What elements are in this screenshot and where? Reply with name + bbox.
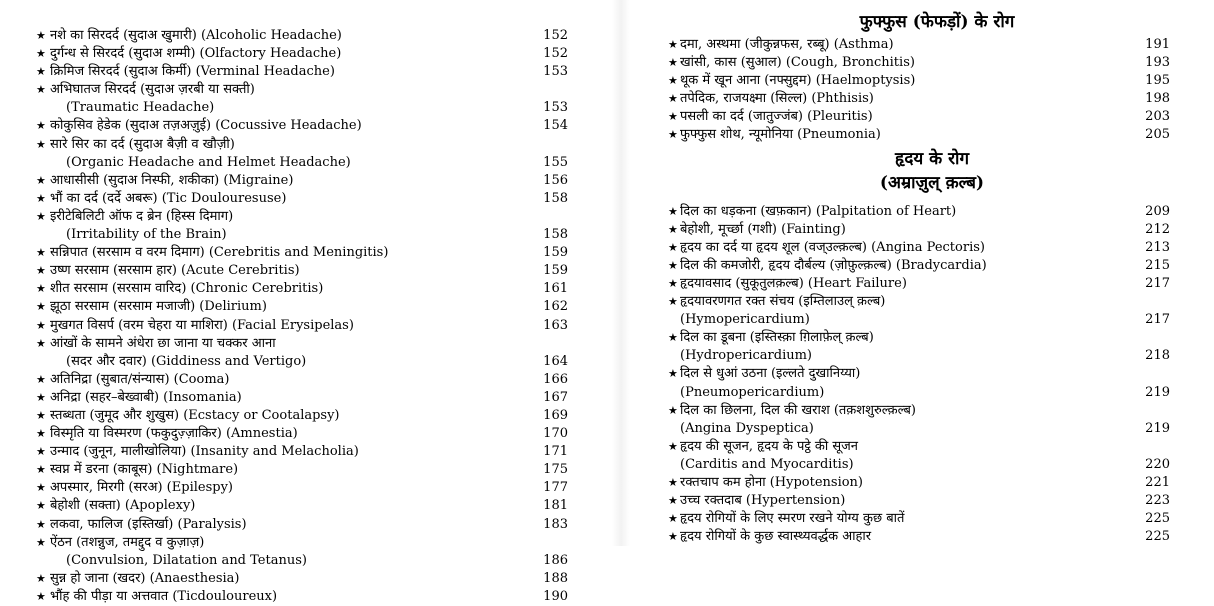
toc-entry [0, 497, 600, 515]
entry-page-number: 170 [543, 426, 568, 442]
entry-title: खांसी, कास (सुआल) (Cough, Bronchitis) [680, 55, 915, 71]
entry-title: सारे सिर का दर्द (सुदाअ बैज़ी व खौज़ी) [50, 136, 235, 152]
entry-page-number: 162 [543, 299, 568, 315]
toc-entry [640, 275, 1214, 293]
toc-entry [0, 226, 600, 244]
toc-entry [640, 36, 1214, 54]
star-bullet-icon: ★ [36, 119, 46, 133]
toc-entry [640, 239, 1214, 257]
entry-page-number: 159 [543, 245, 568, 261]
entry-page-number: 212 [1145, 221, 1170, 237]
toc-entry [0, 479, 600, 497]
toc-entry [640, 438, 1214, 456]
entry-page-number: 171 [543, 444, 568, 460]
entry-page-number: 217 [1145, 275, 1170, 291]
entry-page-number: 205 [1145, 127, 1170, 143]
entry-title: (Carditis and Myocarditis) [680, 456, 854, 472]
star-bullet-icon: ★ [668, 331, 678, 345]
star-bullet-icon: ★ [668, 56, 678, 70]
entry-title: (Hymopericardium) [680, 312, 810, 328]
entry-title: दुर्गन्ध से सिरदर्द (सुदाअ शम्मी) (Olfactory Headache) [50, 46, 342, 62]
toc-entry [640, 221, 1214, 239]
star-bullet-icon: ★ [36, 408, 46, 422]
section-title-lungs: फुफ्फुस (फेफड़ों) के रोग [859, 12, 1015, 32]
star-bullet-icon: ★ [36, 264, 46, 278]
entry-page-number: 175 [543, 462, 568, 478]
star-bullet-icon: ★ [668, 367, 678, 381]
entry-title: हृदय रोगियों के लिए स्मरण रखने योग्य कुछ बातें [680, 511, 905, 527]
star-bullet-icon: ★ [668, 74, 678, 88]
entry-title: इरीटेबिलिटी ऑफ द ब्रेन (हिस्स दिमाग) [50, 208, 234, 224]
toc-entry [640, 54, 1214, 72]
entry-page-number: 186 [543, 552, 568, 568]
star-bullet-icon: ★ [668, 128, 678, 142]
entry-page-number: 153 [543, 100, 568, 116]
entry-title: भौंह की पीड़ा या अत्तवात (Ticdouloureux) [50, 588, 278, 604]
entry-page-number: 163 [543, 317, 568, 333]
star-bullet-icon: ★ [668, 295, 678, 309]
entry-title: लकवा, फालिज (इस्तिर्खा) (Paralysis) [50, 516, 247, 532]
entry-page-number: 159 [543, 263, 568, 279]
toc-entry [0, 45, 600, 63]
entry-title: (Organic Headache and Helmet Headache) [66, 154, 351, 170]
section-subtitle-heart: (अम्राज़ुल् क़ल्ब) [879, 172, 985, 193]
star-bullet-icon: ★ [36, 300, 46, 314]
entry-title: दिल की कमजोरी, हृदय दौर्बल्य (ज़ोफ़ुल्क़ल्ब) (Bradycardia) [680, 257, 987, 273]
entry-page-number: 209 [1145, 203, 1170, 219]
toc-entry [0, 117, 600, 135]
entry-title: अपस्मार, मिरगी (सरअ) (Epilespy) [50, 480, 233, 496]
entry-title: रक्तचाप कम होना (Hypotension) [680, 474, 863, 490]
toc-entry [0, 353, 600, 371]
entry-page-number: 164 [543, 353, 568, 369]
star-bullet-icon: ★ [36, 318, 46, 332]
toc-entry [0, 190, 600, 208]
star-bullet-icon: ★ [668, 204, 678, 218]
star-bullet-icon: ★ [36, 336, 46, 350]
star-bullet-icon: ★ [668, 38, 678, 51]
entry-page-number: 153 [543, 64, 568, 80]
toc-entry [0, 588, 600, 606]
toc-entry [0, 570, 600, 588]
entry-title: दिल का छिलना, दिल की खराश (तक़शशुरुल्क़ल्ब) [680, 402, 916, 418]
toc-entry [0, 262, 600, 280]
star-bullet-icon: ★ [668, 439, 678, 453]
star-bullet-icon: ★ [36, 571, 46, 585]
entry-title: स्वप्न में डरना (काबूस) (Nightmare) [50, 462, 239, 478]
star-bullet-icon: ★ [36, 427, 46, 441]
entry-title: स्तब्धता (जुमूद और शुखुस) (Ecstacy or Cootalapsy) [50, 407, 340, 423]
entry-title: दमा, अस्थमा (जीकुन्नफस, रब्बू) (Asthma) [680, 37, 894, 52]
entry-page-number: 225 [1145, 511, 1170, 527]
entry-title: (Hydropericardium) [680, 348, 812, 364]
toc-entry [0, 425, 600, 443]
toc-entry [640, 510, 1214, 528]
toc-entry [0, 136, 600, 154]
entry-page-number: 215 [1145, 257, 1170, 273]
entry-page-number: 169 [543, 407, 568, 423]
toc-entry [640, 347, 1214, 365]
toc-entry [0, 154, 600, 172]
right-contents-list [640, 0, 1214, 546]
book-fold [612, 0, 630, 546]
star-bullet-icon: ★ [36, 173, 46, 187]
toc-entry [640, 528, 1214, 546]
toc-entry [640, 108, 1214, 126]
entry-page-number: 152 [543, 46, 568, 62]
toc-entry [0, 335, 600, 353]
heart-entries [640, 203, 1214, 547]
entry-title: (Angina Dyspeptica) [680, 420, 814, 436]
star-bullet-icon: ★ [36, 47, 46, 61]
entry-title: हृदयावसाद (सुकूतुलक़ल्ब) (Heart Failure) [680, 275, 907, 291]
entry-title: कोकुसिव हेडेक (सुदाअ तज़अज़ुई) (Cocussive Headache) [50, 118, 362, 134]
toc-entry [640, 293, 1214, 311]
toc-entry [0, 407, 600, 425]
entry-title: हृदयावरणगत रक्त संचय (इम्तिलाउल् क़ल्ब) [680, 294, 886, 310]
entry-page-number: 158 [543, 227, 568, 243]
entry-page-number: 158 [543, 190, 568, 206]
entry-title: अतिनिद्रा (सुबात/संन्यास) (Cooma) [50, 371, 230, 387]
entry-page-number: 219 [1145, 420, 1170, 436]
entry-title: बेहोशी, मूर्च्छा (गशी) (Fainting) [680, 221, 846, 237]
entry-page-number: 177 [543, 480, 568, 496]
toc-entry [640, 456, 1214, 474]
star-bullet-icon: ★ [36, 246, 46, 260]
entry-title: भौं का दर्द (दर्दे अबरू) (Tic Doulouresuse) [50, 190, 287, 206]
star-bullet-icon: ★ [668, 403, 678, 417]
entry-title: तपेदिक, राजयक्ष्मा (सिल्ल) (Phthisis) [680, 91, 874, 107]
entry-title: हृदय का दर्द या हृदय शूल (वज्उल्क़ल्ब) (Angina Pectoris) [680, 239, 985, 255]
entry-title: हृदय रोगियों के कुछ स्वास्थ्यवर्द्धक आहार [680, 529, 872, 545]
toc-entry [0, 516, 600, 534]
star-bullet-icon: ★ [668, 258, 678, 272]
entry-title: दिल का डूबना (इस्तिस्क़ा ग़िलाफ़ेल् क़ल्ब) [680, 330, 874, 346]
star-bullet-icon: ★ [36, 535, 46, 549]
toc-entry [0, 461, 600, 479]
entry-page-number: 217 [1145, 312, 1170, 328]
star-bullet-icon: ★ [36, 445, 46, 459]
entry-title: (सदर और दवार) (Giddiness and Vertigo) [66, 353, 307, 369]
star-bullet-icon: ★ [668, 475, 678, 489]
star-bullet-icon: ★ [668, 222, 678, 236]
entry-title: बेहोशी (सक्ता) (Apoplexy) [50, 498, 196, 514]
entry-title: दिल का धड़कना (खफ़कान) (Palpitation of Heart) [680, 203, 957, 219]
entry-title: (Convulsion, Dilatation and Tetanus) [66, 552, 307, 568]
toc-entry [0, 371, 600, 389]
entry-title: झूठा सरसाम (सरसाम मजाजी) (Delirium) [50, 299, 267, 315]
entry-page-number: 166 [543, 371, 568, 387]
entry-title: आधासीसी (सुदाअ निस्फी, शकीका) (Migraine) [50, 172, 294, 188]
toc-entry [640, 311, 1214, 329]
entry-page-number: 198 [1145, 91, 1170, 107]
toc-entry [0, 443, 600, 461]
entry-page-number: 219 [1145, 384, 1170, 400]
entry-page-number: 190 [543, 588, 568, 604]
entry-title: थूक में खून आना (नफ्सुद्दम) (Haelmoptysis) [680, 73, 916, 89]
star-bullet-icon: ★ [36, 83, 46, 97]
star-bullet-icon: ★ [36, 282, 46, 296]
entry-title: अनिद्रा (सहर–बेख्वाबी) (Insomania) [50, 389, 242, 405]
entry-title: क्रिमिज सिरदर्द (सुदाअ किर्मी) (Verminal Headache) [50, 64, 335, 80]
star-bullet-icon: ★ [36, 372, 46, 386]
left-page [0, 0, 600, 604]
star-bullet-icon: ★ [668, 494, 678, 508]
star-bullet-icon: ★ [36, 463, 46, 477]
entry-page-number: 225 [1145, 529, 1170, 545]
toc-entry [0, 534, 600, 552]
toc-entry [0, 27, 600, 45]
toc-entry [0, 244, 600, 262]
toc-entry [640, 402, 1214, 420]
entry-page-number: 161 [543, 281, 568, 297]
entry-page-number: 155 [543, 154, 568, 170]
entry-page-number: 195 [1145, 73, 1170, 89]
entry-title: सुन्न हो जाना (खदर) (Anaesthesia) [50, 570, 240, 586]
star-bullet-icon: ★ [668, 530, 678, 544]
entry-page-number: 181 [543, 498, 568, 514]
entry-page-number: 156 [543, 172, 568, 188]
toc-entry [0, 208, 600, 226]
star-bullet-icon: ★ [668, 92, 678, 106]
section-title-heart: हृदय के रोग [894, 148, 970, 169]
entry-page-number: 203 [1145, 109, 1170, 125]
entry-title: फुफ्फुस शोथ, न्यूमोनिया (Pneumonia) [680, 127, 881, 143]
star-bullet-icon: ★ [36, 499, 46, 513]
entry-page-number: 213 [1145, 239, 1170, 255]
entry-page-number: 188 [543, 570, 568, 586]
toc-entry [0, 81, 600, 99]
entry-page-number: 221 [1145, 474, 1170, 490]
toc-entry [640, 126, 1214, 144]
toc-entry [0, 63, 600, 81]
toc-entry [0, 552, 600, 570]
entry-title: नशे का सिरदर्द (सुदाअ खुमारी) (Alcoholic Headache) [50, 28, 342, 43]
entry-title: (Irritability of the Brain) [66, 227, 227, 243]
toc-entry [640, 492, 1214, 510]
toc-entry [0, 389, 600, 407]
star-bullet-icon: ★ [668, 512, 678, 526]
entry-title: मुखगत विसर्प (वरम चेहरा या माशिरा) (Facial Erysipelas) [50, 317, 354, 333]
star-bullet-icon: ★ [36, 589, 46, 603]
toc-entry [0, 317, 600, 335]
left-contents-list [0, 27, 600, 606]
entry-page-number: 223 [1145, 493, 1170, 509]
toc-entry [640, 329, 1214, 347]
entry-page-number: 218 [1145, 348, 1170, 364]
star-bullet-icon: ★ [668, 240, 678, 254]
toc-entry [640, 474, 1214, 492]
entry-page-number: 167 [543, 389, 568, 405]
entry-page-number: 154 [543, 118, 568, 134]
toc-entry [0, 172, 600, 190]
toc-entry [640, 365, 1214, 383]
entry-title: सन्निपात (सरसाम व वरम दिमाग) (Cerebritis and Meningitis) [50, 245, 389, 261]
star-bullet-icon: ★ [36, 29, 46, 42]
toc-entry [640, 420, 1214, 438]
star-bullet-icon: ★ [36, 191, 46, 205]
entry-title: दिल से धुआं उठना (इल्लते दुखानिय्या) [680, 366, 861, 382]
entry-title: (Traumatic Headache) [66, 100, 215, 116]
star-bullet-icon: ★ [36, 481, 46, 495]
toc-entry [0, 298, 600, 316]
entry-page-number: 183 [543, 516, 568, 532]
right-page [640, 0, 1214, 546]
entry-title: पसली का दर्द (जातुज्जंब) (Pleuritis) [680, 109, 873, 125]
star-bullet-icon: ★ [36, 65, 46, 79]
entry-title: अभिघातज सिरदर्द (सुदाअ ज़रबी या सक्ती) [50, 82, 255, 98]
star-bullet-icon: ★ [668, 110, 678, 124]
entry-title: हृदय की सूजन, हृदय के पट्ठे की सूजन [680, 438, 858, 454]
entry-title: शीत सरसाम (सरसाम वारिद) (Chronic Cerebritis) [50, 281, 324, 297]
toc-entry [640, 384, 1214, 402]
star-bullet-icon: ★ [36, 517, 46, 531]
toc-entry [640, 257, 1214, 275]
star-bullet-icon: ★ [668, 276, 678, 290]
entry-title: आंखों के सामने अंधेरा छा जाना या चक्कर आना [50, 335, 276, 351]
toc-entry [640, 90, 1214, 108]
entry-page-number: 152 [543, 28, 568, 43]
entry-title: उन्माद (जुनून, मालीखोलिया) (Insanity and Melacholia) [50, 444, 359, 460]
star-bullet-icon: ★ [36, 209, 46, 223]
toc-entry [0, 99, 600, 117]
toc-entry [0, 280, 600, 298]
entry-page-number: 220 [1145, 456, 1170, 472]
entry-title: उच्च रक्तदाब (Hypertension) [680, 493, 846, 509]
toc-entry [640, 72, 1214, 90]
star-bullet-icon: ★ [36, 137, 46, 151]
entry-title: विस्मृति या विस्मरण (फकुदुज़्ज़ाकिर) (Amnestia) [50, 426, 298, 442]
entry-page-number: 193 [1145, 55, 1170, 71]
entry-title: उष्ण सरसाम (सरसाम हार) (Acute Cerebritis) [50, 263, 300, 279]
entry-title: ऐंठन (तशन्नुज, तमद्दुद व कुज़ाज़) [50, 534, 205, 550]
lungs-entries [640, 36, 1214, 145]
entry-page-number: 191 [1145, 37, 1170, 52]
toc-entry [640, 203, 1214, 221]
entry-title: (Pneumopericardium) [680, 384, 825, 400]
star-bullet-icon: ★ [36, 390, 46, 404]
